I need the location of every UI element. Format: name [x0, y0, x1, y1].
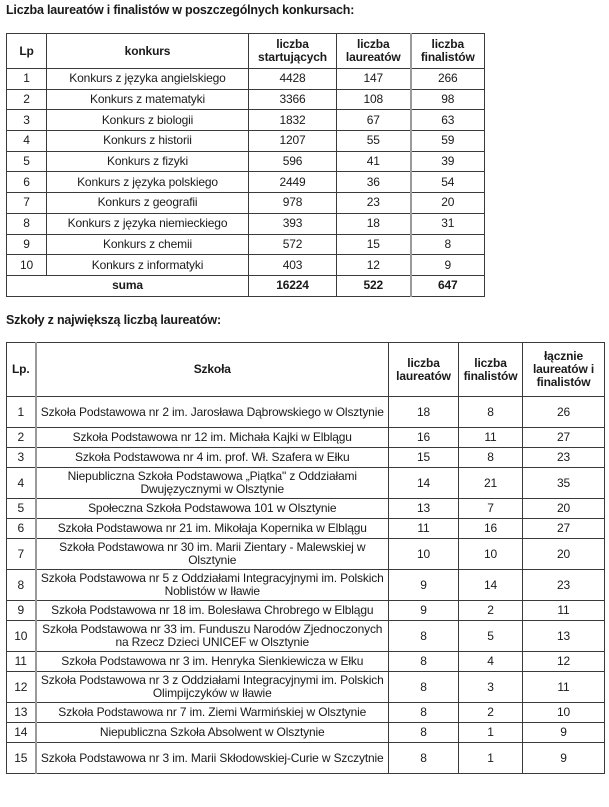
cell-lp: 4 — [7, 131, 47, 152]
cell-laureatow: 14 — [389, 468, 459, 499]
cell-finalistow: 39 — [411, 151, 485, 172]
cell-konkurs: Konkurs z geografii — [47, 193, 249, 214]
cell-finalistow: 59 — [411, 131, 485, 152]
cell-finalistow: 7 — [459, 499, 523, 519]
cell-lp: 14 — [7, 723, 36, 743]
cell-finalistow: 31 — [411, 213, 485, 234]
cell-lacznie: 10 — [523, 703, 605, 723]
table-row — [7, 468, 605, 499]
cell-lp: 5 — [7, 499, 36, 519]
cell-laureatow: 12 — [337, 255, 411, 276]
cell-laureatow: 36 — [337, 172, 411, 193]
cell-laureatow: 8 — [389, 723, 459, 743]
schools-table — [6, 342, 605, 774]
table-row — [7, 448, 605, 468]
cell-finalistow: 1 — [459, 723, 523, 743]
cell-finalistow: 8 — [411, 234, 485, 255]
table-row — [7, 723, 605, 743]
cell-finalistow: 8 — [459, 397, 523, 428]
cell-laureatow: 9 — [389, 601, 459, 621]
contest-table-heading: Liczba laureatów i finalistów w poszczególnych konkursach: — [6, 3, 355, 17]
cell-lp: 3 — [7, 448, 36, 468]
sum-row — [7, 275, 485, 296]
cell-szkola: Szkoła Podstawowa nr 3 im. Marii Skłodowskiej-Curie w Szczytnie — [36, 743, 389, 774]
cell-konkurs: Konkurs z historii — [47, 131, 249, 152]
table-row — [7, 672, 605, 703]
cell-startujacych: 403 — [249, 255, 337, 276]
cell-lp: 8 — [7, 570, 36, 601]
cell-lacznie: 23 — [523, 570, 605, 601]
table-row — [7, 703, 605, 723]
cell-lp: 8 — [7, 213, 47, 234]
cell-finalistow: 266 — [411, 69, 485, 90]
cell-lacznie: 20 — [523, 499, 605, 519]
cell-szkola: Szkoła Podstawowa nr 2 im. Jarosława Dąbrowskiego w Olsztynie — [36, 397, 389, 428]
cell-laureatow: 15 — [337, 234, 411, 255]
cell-szkola: Szkoła Podstawowa nr 12 im. Michała Kajki w Elblągu — [36, 428, 389, 448]
cell-lp: 15 — [7, 743, 36, 774]
table-row — [7, 255, 485, 276]
cell-lacznie: 26 — [523, 397, 605, 428]
column-header-finalistow: liczba finalistów — [411, 34, 485, 69]
cell-laureatow: 9 — [389, 570, 459, 601]
column-header-finalistow: liczba finalistów — [459, 343, 523, 397]
cell-laureatow: 8 — [389, 703, 459, 723]
cell-konkurs: Konkurs z języka angielskiego — [47, 69, 249, 90]
cell-finalistow: 1 — [459, 743, 523, 774]
table-row — [7, 69, 485, 90]
cell-szkola: Szkoła Podstawowa nr 30 im. Marii Zientary - Malewskiej w Olsztynie — [36, 539, 389, 570]
cell-konkurs: Konkurs z informatyki — [47, 255, 249, 276]
cell-startujacych: 1207 — [249, 131, 337, 152]
cell-finalistow: 11 — [459, 428, 523, 448]
table-row — [7, 743, 605, 774]
cell-finalistow: 9 — [411, 255, 485, 276]
table-row — [7, 570, 605, 601]
cell-startujacych: 3366 — [249, 89, 337, 110]
sum-finalistow: 647 — [411, 275, 485, 296]
cell-konkurs: Konkurs z języka polskiego — [47, 172, 249, 193]
cell-laureatow: 13 — [389, 499, 459, 519]
cell-szkola: Niepubliczna Szkoła Podstawowa „Piątka" z Oddziałami Dwujęzycznymi w Olsztynie — [36, 468, 389, 499]
cell-finalistow: 10 — [459, 539, 523, 570]
cell-finalistow: 3 — [459, 672, 523, 703]
cell-lp: 5 — [7, 151, 47, 172]
column-header-lacznie: łącznie laureatów i finalistów — [523, 343, 605, 397]
cell-startujacych: 2449 — [249, 172, 337, 193]
cell-lp: 13 — [7, 703, 36, 723]
cell-finalistow: 54 — [411, 172, 485, 193]
cell-laureatow: 108 — [337, 89, 411, 110]
column-header-laureatow: liczba laureatów — [337, 34, 411, 69]
cell-lacznie: 12 — [523, 652, 605, 672]
cell-startujacych: 596 — [249, 151, 337, 172]
cell-laureatow: 8 — [389, 672, 459, 703]
cell-laureatow: 18 — [389, 397, 459, 428]
table-row — [7, 234, 485, 255]
cell-laureatow: 23 — [337, 193, 411, 214]
column-header-laureatow: liczba laureatów — [389, 343, 459, 397]
cell-lacznie: 13 — [523, 621, 605, 652]
cell-startujacych: 4428 — [249, 69, 337, 90]
cell-finalistow: 21 — [459, 468, 523, 499]
column-header-lp: Lp — [7, 34, 47, 69]
cell-konkurs: Konkurs z fizyki — [47, 151, 249, 172]
sum-laureatow: 522 — [337, 275, 411, 296]
table-row — [7, 539, 605, 570]
cell-lp: 4 — [7, 468, 36, 499]
cell-szkola: Szkoła Podstawowa nr 21 im. Mikołaja Kopernika w Elblągu — [36, 519, 389, 539]
table-row — [7, 652, 605, 672]
cell-lacznie: 9 — [523, 743, 605, 774]
cell-finalistow: 2 — [459, 601, 523, 621]
schools-table-heading: Szkoły z największą liczbą laureatów: — [6, 313, 221, 327]
cell-lp: 9 — [7, 601, 36, 621]
cell-lp: 9 — [7, 234, 47, 255]
cell-finalistow: 2 — [459, 703, 523, 723]
cell-szkola: Szkoła Podstawowa nr 3 z Oddziałami Integracyjnymi im. Polskich Olimpijczyków w Iławie — [36, 672, 389, 703]
sum-startujacych: 16224 — [249, 275, 337, 296]
cell-konkurs: Konkurs z biologii — [47, 110, 249, 131]
cell-finalistow: 16 — [459, 519, 523, 539]
cell-startujacych: 1832 — [249, 110, 337, 131]
cell-startujacych: 572 — [249, 234, 337, 255]
table-row — [7, 428, 605, 448]
table-row — [7, 519, 605, 539]
cell-finalistow: 14 — [459, 570, 523, 601]
table-row — [7, 110, 485, 131]
cell-szkola: Społeczna Szkoła Podstawowa 101 w Olsztynie — [36, 499, 389, 519]
cell-startujacych: 393 — [249, 213, 337, 234]
table-row — [7, 172, 485, 193]
cell-lp: 12 — [7, 672, 36, 703]
cell-lacznie: 11 — [523, 601, 605, 621]
cell-szkola: Szkoła Podstawowa nr 7 im. Ziemi Warmińskiej w Olsztynie — [36, 703, 389, 723]
table-row — [7, 151, 485, 172]
cell-startujacych: 978 — [249, 193, 337, 214]
cell-finalistow: 8 — [459, 448, 523, 468]
column-header-konkurs: konkurs — [47, 34, 249, 69]
cell-konkurs: Konkurs z języka niemieckiego — [47, 213, 249, 234]
table-row — [7, 601, 605, 621]
cell-lacznie: 20 — [523, 539, 605, 570]
cell-lp: 6 — [7, 172, 47, 193]
cell-lacznie: 27 — [523, 428, 605, 448]
contest-results-table — [6, 33, 485, 297]
cell-lp: 2 — [7, 89, 47, 110]
cell-lacznie: 27 — [523, 519, 605, 539]
table-header-row — [7, 343, 605, 397]
cell-szkola: Szkoła Podstawowa nr 4 im. prof. Wł. Szafera w Ełku — [36, 448, 389, 468]
cell-lp: 10 — [7, 621, 36, 652]
cell-lp: 3 — [7, 110, 47, 131]
cell-laureatow: 8 — [389, 652, 459, 672]
cell-finalistow: 4 — [459, 652, 523, 672]
cell-laureatow: 8 — [389, 743, 459, 774]
cell-szkola: Niepubliczna Szkoła Absolwent w Olsztynie — [36, 723, 389, 743]
table-row — [7, 213, 485, 234]
cell-finalistow: 63 — [411, 110, 485, 131]
cell-laureatow: 10 — [389, 539, 459, 570]
column-header-startujacych: liczba startujących — [249, 34, 337, 69]
cell-lp: 7 — [7, 539, 36, 570]
sum-label: suma — [7, 275, 249, 296]
cell-laureatow: 147 — [337, 69, 411, 90]
cell-lacznie: 23 — [523, 448, 605, 468]
cell-laureatow: 16 — [389, 428, 459, 448]
cell-konkurs: Konkurs z matematyki — [47, 89, 249, 110]
cell-lacznie: 11 — [523, 672, 605, 703]
cell-laureatow: 18 — [337, 213, 411, 234]
cell-lp: 1 — [7, 69, 47, 90]
cell-lp: 1 — [7, 397, 36, 428]
cell-szkola: Szkoła Podstawowa nr 33 im. Funduszu Narodów Zjednoczonych na Rzecz Dzieci UNICEF w Olsztynie — [36, 621, 389, 652]
cell-szkola: Szkoła Podstawowa nr 5 z Oddziałami Integracyjnymi im. Polskich Noblistów w Iławie — [36, 570, 389, 601]
cell-laureatow: 8 — [389, 621, 459, 652]
table-row — [7, 89, 485, 110]
cell-laureatow: 67 — [337, 110, 411, 131]
cell-lp: 11 — [7, 652, 36, 672]
cell-laureatow: 15 — [389, 448, 459, 468]
column-header-szkola: Szkoła — [36, 343, 389, 397]
table-header-row — [7, 34, 485, 69]
cell-laureatow: 11 — [389, 519, 459, 539]
cell-finalistow: 5 — [459, 621, 523, 652]
cell-szkola: Szkoła Podstawowa nr 3 im. Henryka Sienkiewicza w Ełku — [36, 652, 389, 672]
cell-laureatow: 55 — [337, 131, 411, 152]
cell-finalistow: 20 — [411, 193, 485, 214]
cell-konkurs: Konkurs z chemii — [47, 234, 249, 255]
cell-lp: 2 — [7, 428, 36, 448]
cell-lp: 6 — [7, 519, 36, 539]
cell-finalistow: 98 — [411, 89, 485, 110]
table-row — [7, 131, 485, 152]
cell-lacznie: 9 — [523, 723, 605, 743]
cell-laureatow: 41 — [337, 151, 411, 172]
column-header-lp: Lp. — [7, 343, 36, 397]
table-row — [7, 499, 605, 519]
table-row — [7, 397, 605, 428]
cell-lp: 10 — [7, 255, 47, 276]
cell-lacznie: 35 — [523, 468, 605, 499]
cell-lp: 7 — [7, 193, 47, 214]
table-row — [7, 193, 485, 214]
cell-szkola: Szkoła Podstawowa nr 18 im. Bolesława Chrobrego w Elblągu — [36, 601, 389, 621]
table-row — [7, 621, 605, 652]
